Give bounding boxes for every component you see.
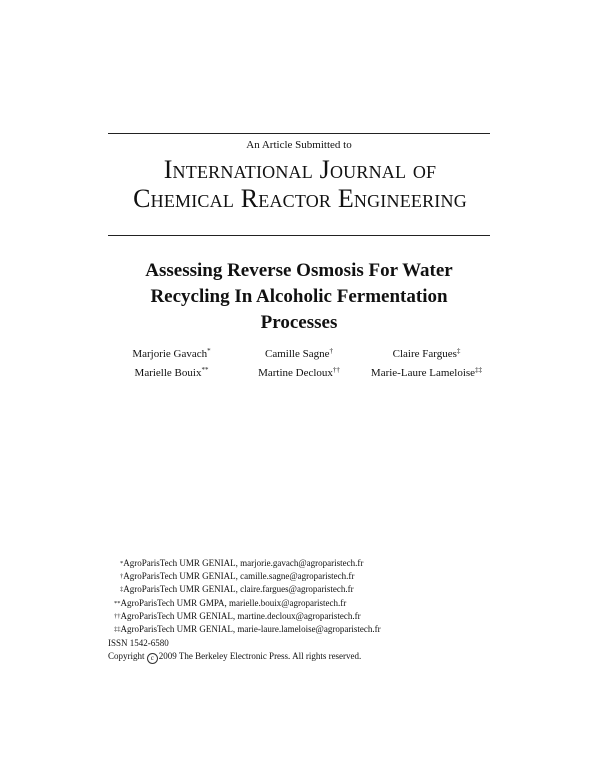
author-row — [108, 348, 490, 367]
author: Camille Sagne† — [265, 347, 333, 360]
issn: ISSN 1542-6580 — [108, 638, 169, 648]
author-row — [108, 367, 490, 386]
journal-name — [100, 155, 500, 213]
copyright-notice — [108, 651, 361, 664]
copyright-text: 2009 The Berkeley Electronic Press. All rights reserved. — [158, 651, 362, 661]
affiliation-list — [112, 557, 492, 636]
submitted-label: An Article Submitted to — [246, 139, 352, 151]
journal-line-2: Chemical Reactor Engineering — [133, 184, 467, 213]
author-list — [108, 348, 490, 386]
bottom-rule — [108, 235, 490, 236]
affiliation: ‡AgroParisTech UMR GENIAL, claire.fargues@agroparistech.fr — [120, 584, 354, 595]
journal-line-1: International Journal of — [163, 155, 437, 184]
affiliation: ††AgroParisTech UMR GENIAL, martine.decloux@agroparistech.fr — [114, 610, 361, 621]
author: Martine Decloux†† — [258, 366, 340, 379]
copyright-icon: c — [147, 653, 158, 664]
author: Marielle Bouix** — [134, 366, 209, 379]
author: Marie-Laure Lameloise‡‡ — [370, 366, 483, 379]
affiliation: ‡‡AgroParisTech UMR GENIAL, marie-laure.lameloise@agroparistech.fr — [114, 624, 381, 635]
author: Marjorie Gavach* — [132, 347, 211, 360]
title-line-2: Recycling In Alcoholic Fermentation — [150, 286, 448, 307]
affiliation: **AgroParisTech UMR GMPA, marielle.bouix@agroparistech.fr — [114, 597, 347, 608]
title-line-3: Processes — [260, 312, 338, 333]
top-rule — [108, 133, 490, 134]
copyright-prefix: Copyright — [108, 651, 145, 661]
author: Claire Fargues‡ — [392, 347, 461, 360]
affiliation: †AgroParisTech UMR GENIAL, camille.sagne@agroparistech.fr — [120, 571, 355, 582]
affiliation: *AgroParisTech UMR GENIAL, marjorie.gavach@agroparistech.fr — [120, 558, 364, 568]
article-title — [108, 258, 490, 336]
title-line-1: Assessing Reverse Osmosis For Water — [145, 260, 453, 281]
